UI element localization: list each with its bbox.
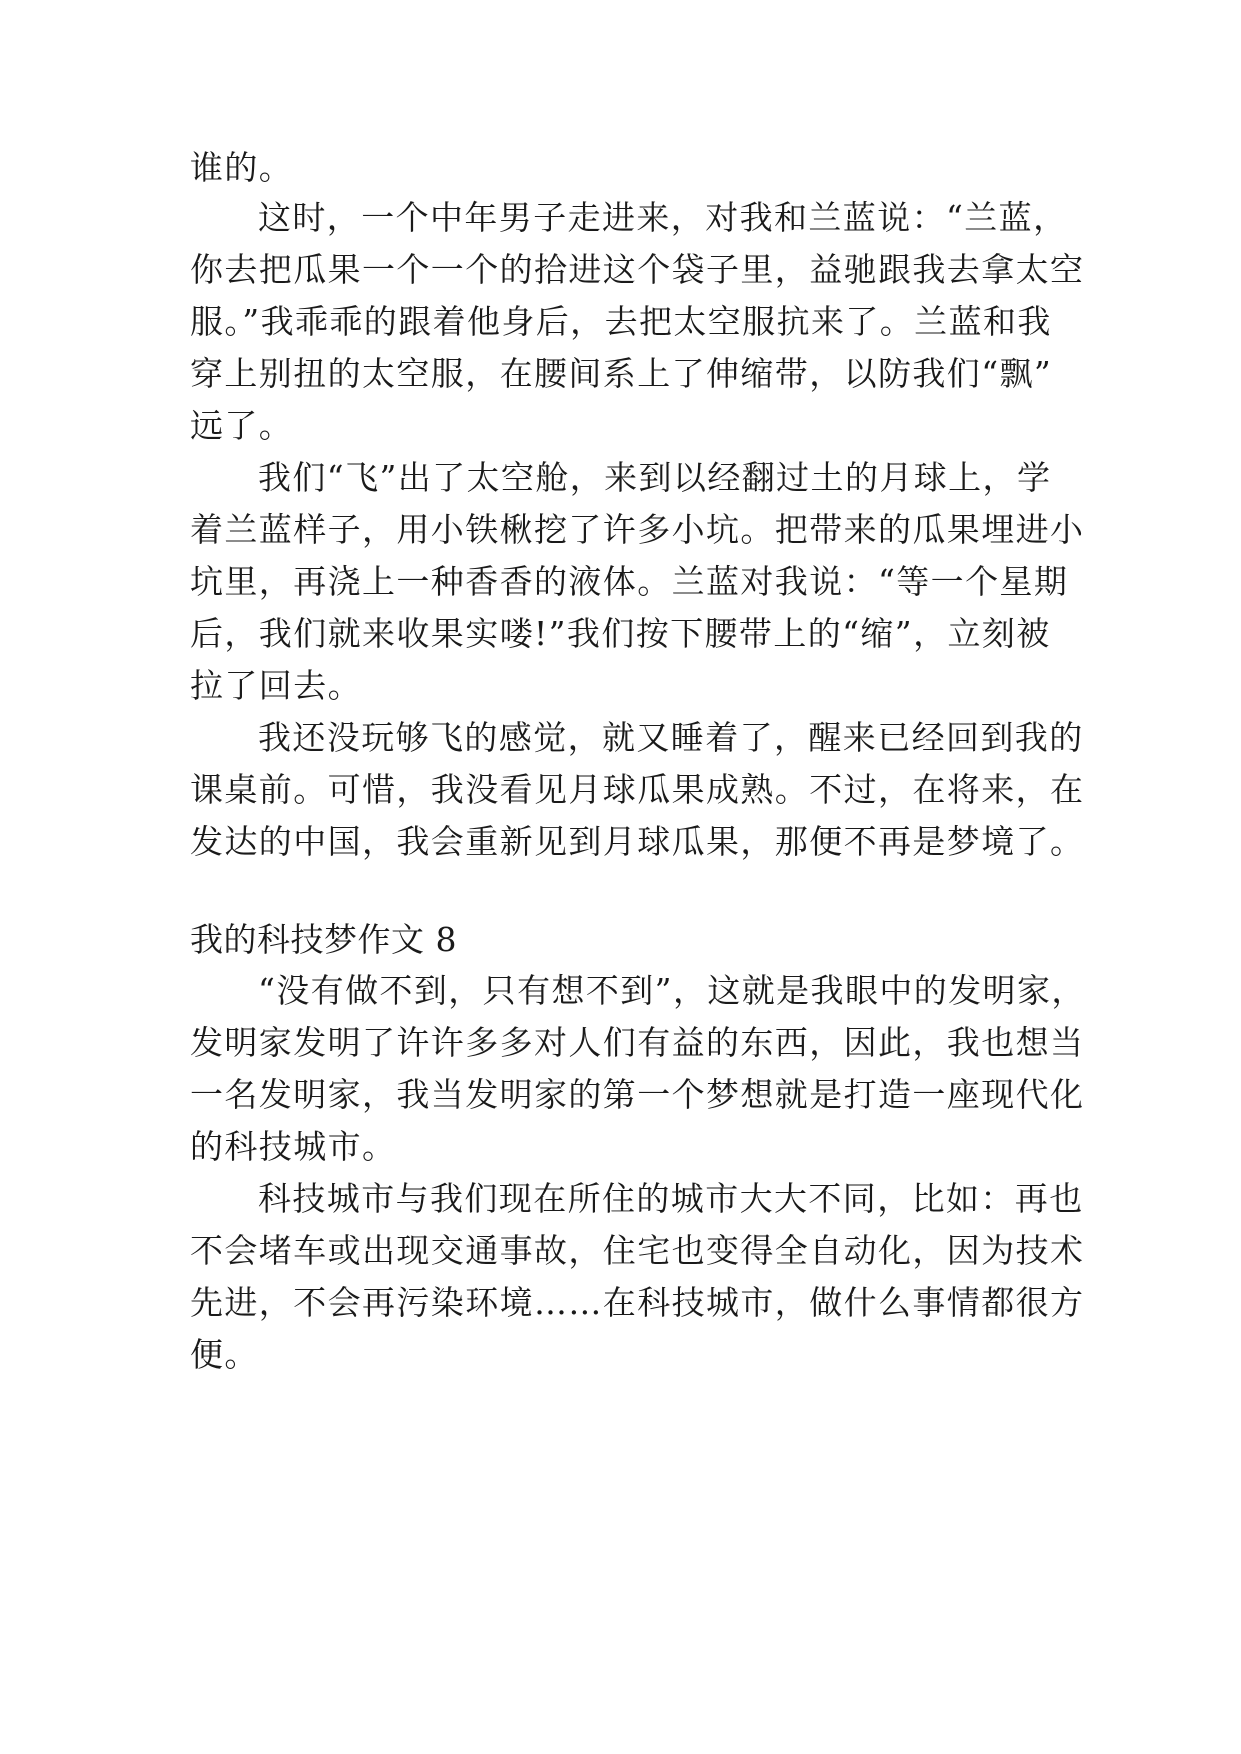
text-line: 坑里，再浇上一种香香的液体。兰蓝对我说：“等一个星期 (190, 562, 1069, 601)
text-line: 的科技城市。 (190, 1127, 397, 1166)
text-line: 先进，不会再污染环境……在科技城市，做什么事情都很方 (190, 1283, 1085, 1322)
text-line: “没有做不到，只有想不到”，这就是我眼中的发明家， (258, 971, 1086, 1010)
text-line: 一名发明家，我当发明家的第一个梦想就是打造一座现代化 (190, 1075, 1085, 1114)
text-line: 这时，一个中年男子走进来，对我和兰蓝说：“兰蓝， (258, 198, 1068, 237)
text-line: 谁的。 (190, 148, 294, 187)
text-line: 科技城市与我们现在所住的城市大大不同，比如：再也 (258, 1179, 1084, 1218)
text-line: 发达的中国，我会重新见到月球瓜果，那便不再是梦境了。 (190, 822, 1085, 861)
section-heading: 我的科技梦作文 8 (190, 920, 457, 959)
text-line: 便。 (190, 1335, 259, 1374)
text-line: 远了。 (190, 406, 294, 445)
text-line: 课桌前。可惜，我没看见月球瓜果成熟。不过，在将来，在 (190, 770, 1085, 809)
text-line: 着兰蓝样子，用小铁楸挖了许多小坑。把带来的瓜果埋进小 (190, 510, 1085, 549)
text-line: 穿上别扭的太空服，在腰间系上了伸缩带，以防我们“飘” (190, 354, 1053, 393)
text-line: 我还没玩够飞的感觉，就又睡着了，醒来已经回到我的 (258, 718, 1084, 757)
text-line: 发明家发明了许许多多对人们有益的东西，因此，我也想当 (190, 1023, 1085, 1062)
text-line: 不会堵车或出现交通事故，住宅也变得全自动化，因为技术 (190, 1231, 1085, 1270)
text-line: 后，我们就来收果实喽!”我们按下腰带上的“缩”，立刻被 (190, 614, 1051, 653)
text-line: 服。”我乖乖的跟着他身后，去把太空服抗来了。兰蓝和我 (190, 302, 1052, 341)
text-line: 你去把瓜果一个一个的拾进这个袋子里，益驰跟我去拿太空 (190, 250, 1085, 289)
text-line: 我们“飞”出了太空舱，来到以经翻过土的月球上，学 (258, 458, 1052, 497)
text-line: 拉了回去。 (190, 666, 362, 705)
